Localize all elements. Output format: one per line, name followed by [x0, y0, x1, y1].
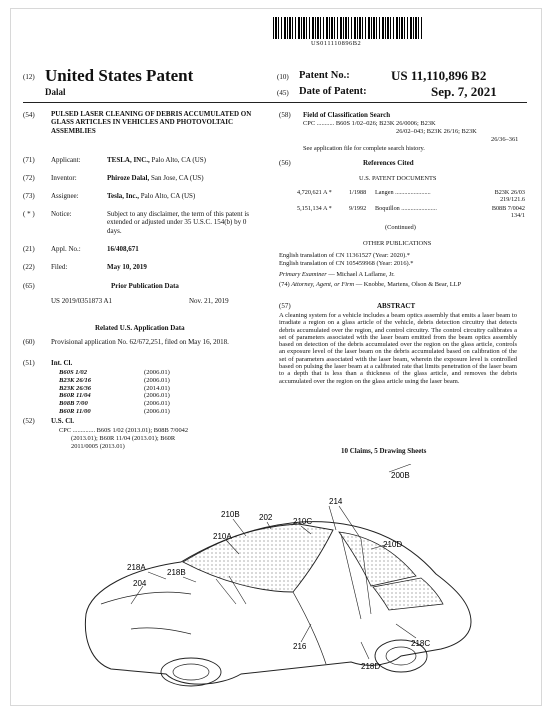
int-cl-class: B23K 26/16: [59, 376, 92, 384]
int-cl-row: [59, 400, 204, 408]
field-search-label: Field of Classification Search: [303, 111, 391, 119]
patent-number: US 11,110,896 B2: [391, 68, 487, 83]
int-cl-row: [59, 385, 204, 393]
int-cl-class: B60R 11/00: [59, 407, 91, 415]
barcode: [273, 17, 423, 39]
reference-no: 5,151,134 A *: [297, 205, 332, 212]
reference-cls: B08B 7/0042: [491, 205, 525, 212]
attorney-label: Attorney, Agent, or Firm: [291, 281, 355, 288]
assignee-label: Assignee:: [51, 192, 79, 200]
int-cl-class: B60S 1/02: [59, 369, 88, 376]
abstract-text: A cleaning system for a vehicle includes a beam optics assembly that emits a laser beam to irradiate a region on a glass article of the vehicle, debris detection circuitry that detects debris accumulated over the region, and control circuitry. The control circuitry calibrates a set of parameters associated with the laser beam emitted from the beam optics assembly based on detection of the debris accumulated over the region on the glass article, controls an exposure level of the laser beam on the debris accumulated based on calibration of the set of parameters associated with the laser beam, wherein the exposure level is controlled based on pulsing the laser beam at a calibrated rate that limits penetration of the laser beam to a depth that is less than a thickness of the glass article, and removes the debris accumulated over the region on the glass article using the laser beam.: [279, 312, 517, 385]
field-cpc-line-2: 26/02–043; B23K 26/16; B23K: [396, 128, 477, 135]
patent-no-label: Patent No.:: [299, 70, 350, 81]
code-21: (21): [23, 245, 35, 253]
patent-type: United States Patent: [45, 66, 194, 85]
assignee-location: Palo Alto, CA (US): [140, 192, 196, 200]
int-cl-class: B60R 11/04: [59, 392, 91, 400]
us-cpc-line-2: (2013.01); B60R 11/04 (2013.01); B60R: [71, 435, 176, 442]
int-cl-row: [59, 408, 204, 416]
code-12: (12): [23, 73, 35, 81]
code-74: (74): [279, 281, 290, 288]
inventor-location: San Jose, CA (US): [151, 174, 204, 182]
appl-label: Appl. No.:: [51, 245, 81, 253]
code-10: (10): [277, 73, 289, 81]
examiner-name: — Michael A Laflame, Jr.: [328, 271, 395, 278]
other-pub-1: English translation of CN 11361527 (Year: 2020).*: [279, 252, 410, 259]
int-cl-class: B08B 7/00: [59, 400, 88, 408]
reference-date: 1/1988: [349, 189, 367, 196]
label-210b: 210B: [221, 510, 240, 519]
reference-name: Langen .......................: [375, 189, 431, 196]
int-cl-version: (2006.01): [144, 376, 170, 384]
reference-sub: 219/121.6: [500, 196, 525, 203]
references-list: [297, 189, 527, 221]
reference-row: [297, 205, 527, 221]
code-51: (51): [23, 359, 35, 367]
code-56: (56): [279, 159, 291, 167]
int-cl-table: [59, 369, 204, 416]
prior-pub-title: Prior Publication Data: [111, 282, 179, 290]
code-71: (71): [23, 156, 35, 164]
other-pub-2: English translation of CN 105459968 (Year: 2016).*: [279, 260, 414, 267]
related-data-title: Related U.S. Application Data: [95, 324, 185, 332]
refs-cited-label: References Cited: [363, 159, 414, 167]
int-cl-version: (2014.01): [144, 384, 170, 392]
code-58: (58): [279, 111, 291, 119]
code-52: (52): [23, 417, 35, 425]
notice-text: Subject to any disclaimer, the term of this patent is extended or adjusted under 35 U.S.C. 154(b) by 0 days.: [107, 210, 250, 235]
label-204: 204: [133, 579, 147, 588]
reference-cls: B23K 26/03: [494, 189, 525, 196]
code-73: (73): [23, 192, 35, 200]
code-22: (22): [23, 263, 35, 271]
reference-no: 4,720,621 A *: [297, 189, 332, 196]
reference-date: 9/1992: [349, 205, 367, 212]
patent-title: PULSED LASER CLEANING OF DEBRIS ACCUMULATED ON GLASS ARTICLES IN VEHICLES AND PHOTOVOLTAIC ASSEMBLIES: [51, 110, 252, 135]
prior-pub-number: US 2019/0351873 A1: [51, 297, 113, 305]
us-cpc-line-3: 2011/0005 (2013.01): [71, 443, 125, 450]
reference-name: Boquillon .......................: [375, 205, 437, 212]
label-216: 216: [293, 642, 307, 651]
barcode-number: US011110896B2: [311, 40, 362, 47]
int-cl-row: [59, 369, 204, 377]
field-cpc-line-3: 26/36–361: [491, 136, 519, 143]
label-210d: 210D: [383, 540, 403, 549]
provisional-text: Provisional application No. 62/672,251, filed on May 16, 2018.: [51, 338, 229, 346]
code-54: (54): [23, 111, 35, 119]
attorney-name: — Knobbe, Martens, Olson & Bear, LLP: [355, 281, 462, 288]
us-cl-label: U.S. Cl.: [51, 417, 74, 425]
int-cl-version: (2006.01): [144, 392, 170, 400]
inventor-name: Phiroze Dalal,: [107, 174, 150, 182]
label-218a: 218A: [127, 563, 146, 572]
prior-pub-date: Nov. 21, 2019: [189, 297, 229, 305]
code-57: (57): [279, 302, 291, 310]
applicant-label: Applicant:: [51, 156, 81, 164]
int-cl-row: [59, 392, 204, 400]
claims-summary: 10 Claims, 5 Drawing Sheets: [341, 447, 427, 455]
date-label: Date of Patent:: [299, 86, 367, 97]
patent-page: [10, 8, 542, 706]
code-72: (72): [23, 174, 35, 182]
filed-date: May 10, 2019: [107, 263, 147, 271]
us-cpc-line-1: CPC .............. B60S 1/02 (2013.01); B08B 7/0042: [59, 427, 189, 434]
abstract-heading: ABSTRACT: [377, 302, 416, 310]
int-cl-row: [59, 377, 204, 385]
code-45: (45): [277, 89, 289, 97]
label-210c: 210C: [293, 517, 313, 526]
patent-date: Sep. 7, 2021: [431, 84, 497, 99]
int-cl-version: (2006.01): [144, 369, 170, 376]
other-pubs-heading: OTHER PUBLICATIONS: [363, 240, 432, 247]
int-cl-version: (2006.01): [144, 407, 170, 415]
field-cpc-line-1: CPC ........... B60S 1/02–026; B23K 26/0006; B23K: [303, 120, 436, 127]
label-200b: 200B: [391, 471, 410, 480]
int-cl-label: Int. Cl.: [51, 359, 73, 367]
int-cl-class: B23K 26/36: [59, 384, 92, 392]
code-65: (65): [23, 282, 35, 290]
appl-number: 16/408,671: [107, 245, 139, 253]
filed-label: Filed:: [51, 263, 68, 271]
label-210a: 210A: [213, 532, 232, 541]
int-cl-version: (2006.01): [144, 400, 170, 408]
vehicle-drawing: [71, 464, 501, 699]
applicant-name: TESLA, INC.,: [107, 156, 150, 164]
inventor-label: Inventor:: [51, 174, 77, 182]
applicant-location: Palo Alto, CA (US): [151, 156, 206, 164]
label-202: 202: [259, 513, 273, 522]
label-218b: 218B: [167, 568, 186, 577]
header-rule: [23, 102, 527, 103]
field-note: See application file for complete search history.: [303, 145, 425, 152]
assignee-name: Tesla, Inc.,: [107, 192, 140, 200]
inventor-surname: Dalal: [45, 87, 66, 97]
label-218c: 218C: [411, 639, 431, 648]
code-notice: ( * ): [23, 210, 35, 218]
label-214: 214: [329, 497, 343, 506]
reference-sub: 134/1: [510, 212, 525, 219]
code-60: (60): [23, 338, 35, 346]
reference-row: [297, 189, 527, 205]
notice-label: Notice:: [51, 210, 72, 218]
continued-note: (Continued): [385, 224, 416, 231]
us-docs-heading: U.S. PATENT DOCUMENTS: [359, 175, 437, 182]
label-218d: 218D: [361, 662, 381, 671]
examiner-label: Primary Examiner: [279, 271, 327, 278]
